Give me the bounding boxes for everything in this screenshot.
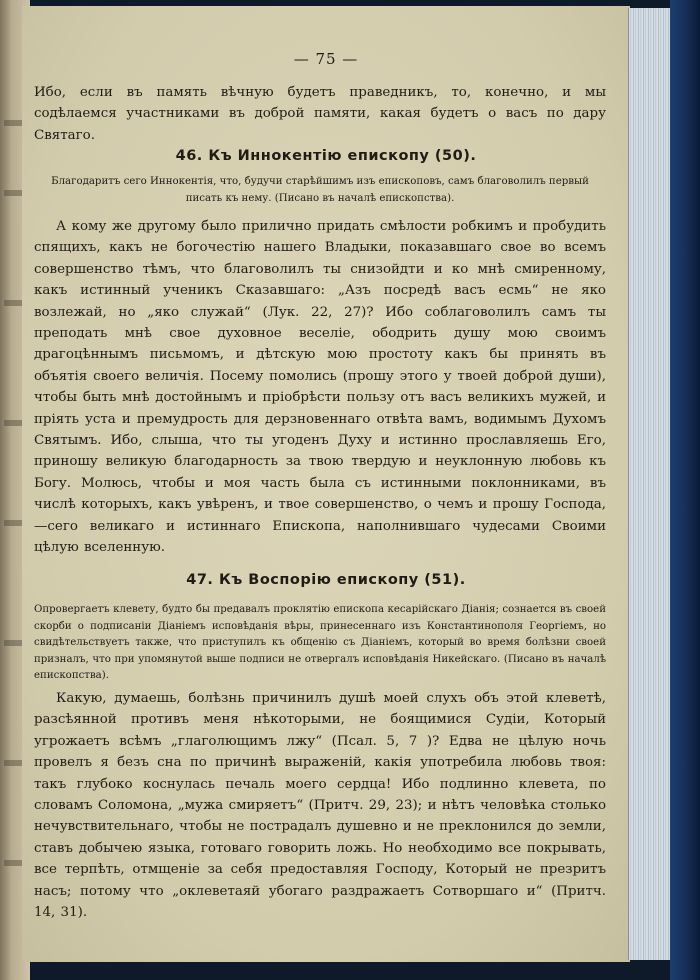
page-number: — 75 —	[293, 50, 359, 68]
letter-46-body: А кому же другому было прилично придать смѣлости робкимъ и пробудить спящихъ, какъ не богочестію нашего Владыки, показавшаго свое во всемъ совершенство тѣмъ, что благоволилъ ты снизойдти и ко мнѣ смиренному, какъ истинный ученикъ Сказавшаго: „Азъ посредѣ васъ есмь“ не яко возлежай, но „яко служай“ (Лук. 22, 27)? Ибо соблаговолилъ самъ ты преподать мнѣ свое духовное веселіе, ободрить душу мою своимъ драгоцѣннымъ письмомъ, и дѣтскую мою простоту какъ бы принять въ объятія своего величія. Посему помолись (прошу этого у твоей доброй души), чтобы быть мнѣ достойнымъ и пріобрѣсти пользу отъ васъ великихъ мужей, и пріять уста и премудрость для дерзновеннаго отвѣта вамъ, водимымъ Духомъ Святымъ. Ибо, слыша, что ты угоденъ Духу и истинно прославляешь Его, приношу великую благодарность за твою твердую и неуклонную любовь къ Богу. Молюсь, чтобы и моя часть была съ истинными поклонниками, въ числѣ которыхъ, какъ увѣренъ, и твое совершенство, о чемъ и прошу Господа,—сего великаго и истиннаго Епископа, наполнившаго чудесами Своими цѣлую вселенную.	[34, 219, 606, 556]
letter-47-summary: Опровергаетъ клевету, будто бы предавалъ проклятію епископа кесарійскаго Діанія; сознается въ своей скорби о подписаніи Діаніемъ исповѣданія вѣры, принесеннаго изъ Константинополя Георгіемъ, но свидѣтельствуетъ также, что приступилъ къ общенію съ Діаніемъ, который во время болѣзни своей призналъ, что при упомянутой выше подписи не отвергалъ исповѣданія Никейскаго. (Писано въ началѣ епископства).	[34, 604, 606, 682]
opening-paragraph: Ибо, если въ память вѣчную будетъ праведникъ, то, конечно, и мы содѣлаемся участниками въ доброй памяти, какая будетъ о васъ по дару Святаго.	[34, 85, 606, 143]
letter-46-summary: Благодаритъ сего Иннокентія, что, будучи старѣйшимъ изъ епископовъ, самъ благоволилъ первый писать къ нему. (Писано въ началѣ епископства).	[51, 176, 589, 204]
page-stack-edge	[628, 8, 671, 960]
book-page	[22, 6, 630, 962]
letter-46-heading: 46. Къ Иннокентію епископу (50).	[175, 148, 477, 164]
letter-47-body: Какую, думаешь, болѣзнь причинилъ душѣ моей слухъ объ этой клеветѣ, разсѣянной противъ меня нѣкоторыми, не боящимися Судіи, Который угрожаетъ всѣмъ „глаголющимъ лжу“ (Псал. 5, 7 )? Едва не цѣлую ночь провелъ я безъ сна по причинѣ выраженій, какія употребила любовь твоя: такъ глубоко коснулась печаль моего сердца! Ибо подлинно клевета, по словамъ Соломона, „мужа смиряетъ“ (Притч. 29, 23); и нѣтъ человѣка столько нечувствительнаго, чтобы не пострадалъ душевно и не преклонился до земли, ставъ добычею языка, готоваго говорить ложь. Но необходимо все покрывать, все терпѣть, отмщеніе за себя предоставляя Господу, Который не презритъ насъ; потому что „оклеветаяй убогаго раздражаетъ Сотворшаго и“ (Притч. 14, 31).	[34, 691, 606, 921]
letter-47-heading: 47. Къ Воспорію епископу (51).	[186, 572, 466, 588]
book-cover	[670, 0, 700, 980]
